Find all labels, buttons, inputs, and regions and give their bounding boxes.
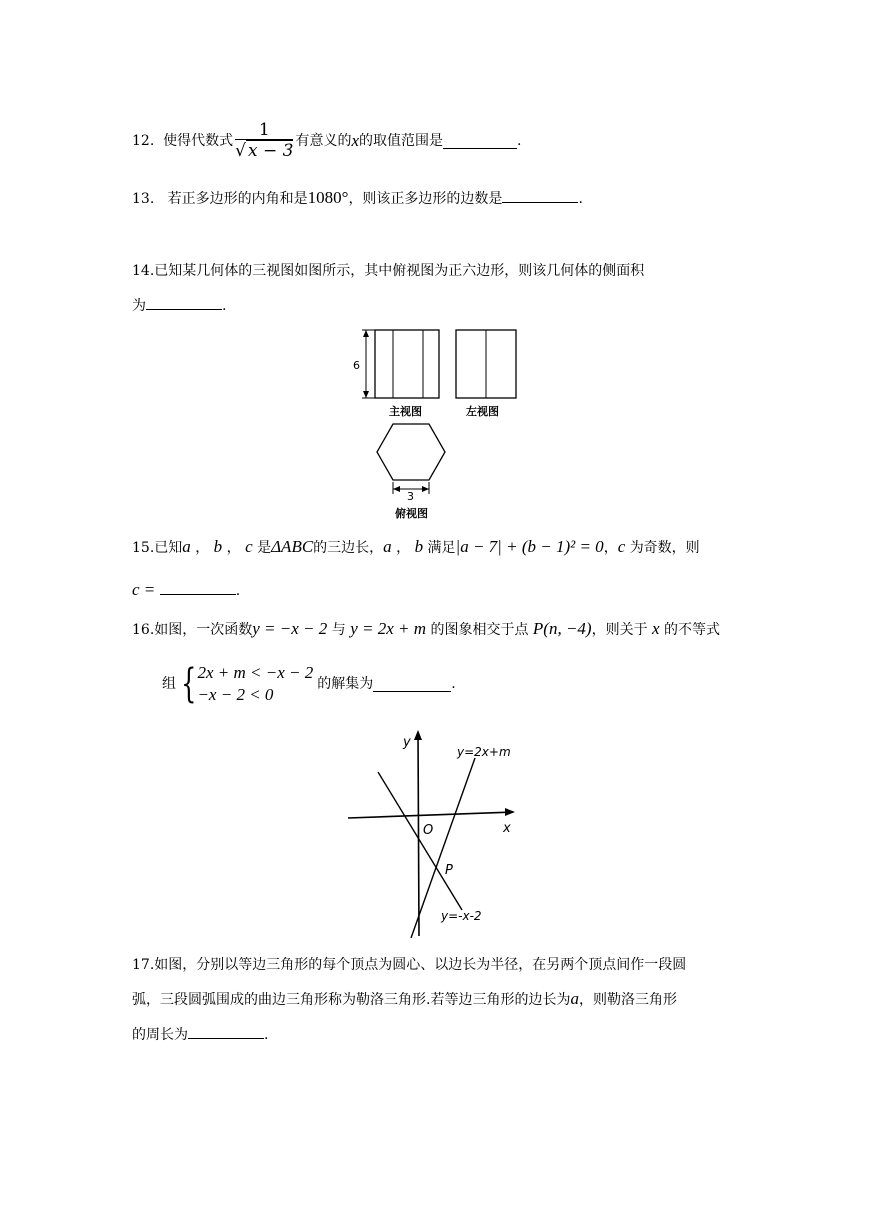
question-14-line2 [132, 295, 226, 316]
q16-ineq1: 2x + m < −x − 2 [197, 663, 314, 682]
linear-graph [345, 728, 525, 943]
q15-t3: 是 [257, 540, 272, 556]
q13-end: . [578, 191, 583, 207]
q16-inequalities [197, 662, 313, 706]
question-17-line3 [132, 1024, 268, 1045]
front-view [362, 330, 439, 398]
q15-a2: a [383, 537, 392, 556]
top-view-hexagon [377, 424, 445, 480]
x-axis-label: x [503, 821, 511, 836]
q15-triangle: ΔABC [271, 537, 314, 556]
q14-line2-text: 为 [132, 298, 146, 314]
line2-label: y=-x-2 [441, 909, 482, 923]
q17-line2-a: 弧，三段圆弧围成的曲边三角形称为勒洛三角形.若等边三角形的边长为 [132, 992, 571, 1008]
y-axis-label: y [403, 735, 411, 750]
q13-number: 13. [132, 191, 155, 207]
q16-number: 16. [132, 622, 155, 638]
q12-number: 12. [132, 133, 155, 149]
question-15-line2 [132, 580, 240, 601]
x-axis [348, 812, 513, 818]
side-view-caption: 左视图 [466, 405, 499, 418]
top-width-label: 3 [407, 490, 414, 503]
q12-radicand: x − 3 [248, 141, 294, 161]
q16-var-x: x [652, 619, 660, 638]
q15-t6: ， [603, 540, 618, 556]
question-17-line1: 17.如图，分别以等边三角形的每个顶点为圆心、以边长为半径，在另两个顶点间作一段圆 [132, 957, 687, 973]
q15-b: b [213, 537, 223, 556]
q16-answer-blank[interactable] [373, 677, 451, 692]
origin-label: O [423, 823, 434, 838]
question-16 [132, 619, 720, 640]
q15-end: . [235, 583, 241, 599]
q12-suffix-b: 的取值范围是 [359, 133, 444, 149]
q16-t5: 的不等式 [664, 622, 721, 638]
q15-a: a [182, 537, 191, 556]
q15-b2: b [414, 537, 424, 556]
q12-prefix: 使得代数式 [163, 133, 234, 149]
q15-t7: 为奇数，则 [629, 540, 700, 556]
radical-sign-icon: √ [235, 141, 247, 161]
q15-c-equals: c = [132, 580, 156, 599]
q15-c: c [245, 537, 253, 556]
side-view [456, 330, 516, 398]
q13-answer-blank[interactable] [502, 188, 578, 203]
question-16-system [162, 660, 456, 708]
q16-t4: ，则关于 [591, 622, 648, 638]
q13-prefix: 若正多边形的内角和是 [167, 191, 308, 207]
q16-t1: 如图，一次函数 [154, 622, 253, 638]
q17-answer-blank[interactable] [188, 1024, 264, 1039]
q16-point: P(n, −4) [532, 619, 592, 638]
question-17-line2 [132, 989, 677, 1010]
question-15 [132, 537, 700, 558]
q12-end: . [517, 133, 522, 149]
q15-t2: ， [226, 540, 241, 556]
front-view-caption: 主视图 [389, 405, 422, 418]
q17-var-a: a [570, 989, 579, 1008]
question-12 [132, 118, 521, 164]
q15-expression: |a − 7| + (b − 1)² = 0 [455, 537, 604, 556]
q15-sep: ， [195, 540, 210, 556]
height-label: 6 [353, 359, 360, 372]
q15-number: 15. [132, 540, 155, 556]
question-14-line1: 14.已知某几何体的三视图如图所示，其中俯视图为正六边形，则该几何体的侧面积 [132, 263, 645, 279]
q12-suffix-a: 有意义的 [295, 133, 352, 149]
q16-end: . [451, 676, 456, 692]
q15-answer-blank[interactable] [160, 580, 236, 595]
q16-t2: 与 [331, 622, 346, 638]
q16-zu: 组 [162, 676, 176, 692]
y-axis-arrow-icon [414, 730, 422, 740]
q13-angle: 1080° [307, 188, 349, 207]
q12-fraction [235, 121, 293, 161]
q15-t5: 满足 [427, 540, 456, 556]
q14-answer-blank[interactable] [146, 295, 222, 310]
q15-sep2: ， [396, 540, 411, 556]
q12-frac-denominator [235, 140, 293, 161]
line1-label: y=2x+m [457, 745, 511, 759]
q12-var-x: x [351, 131, 360, 150]
question-13 [132, 188, 583, 209]
q17-line3-text: 的周长为 [132, 1027, 188, 1043]
q12-answer-blank[interactable] [443, 134, 517, 149]
q12-frac-numerator: 1 [235, 121, 293, 140]
q17-end: . [264, 1027, 269, 1043]
q16-t6: 的解集为 [317, 676, 374, 692]
q13-suffix: ，则该正多边形的边数是 [348, 191, 503, 207]
q15-t4: 的三边长， [313, 540, 384, 556]
q16-eq1: y = −x − 2 [252, 619, 328, 638]
y-axis [418, 732, 419, 936]
q17-line2-b: ，则勒洛三角形 [578, 992, 677, 1008]
x-axis-arrow-icon [505, 808, 515, 816]
q16-eq2: y = 2x + m [350, 619, 426, 638]
top-view-caption: 俯视图 [395, 507, 428, 520]
q15-c2: c [617, 537, 626, 556]
point-p-label: P [445, 863, 453, 878]
q14-end: . [222, 298, 227, 314]
q16-ineq2: −x − 2 < 0 [197, 685, 274, 704]
line-y-neg-x-minus-2 [378, 772, 462, 910]
brace-icon: { [181, 661, 197, 707]
q16-t3: 的图象相交于点 [430, 622, 529, 638]
three-view-figure [345, 322, 535, 522]
q15-t1: 已知 [154, 540, 183, 556]
